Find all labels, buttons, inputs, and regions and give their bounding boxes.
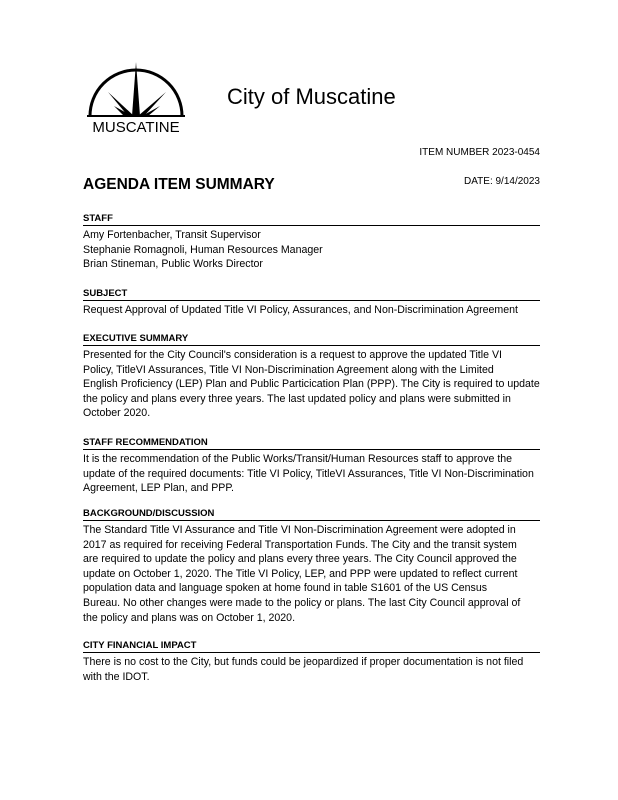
text-line: Agreement, LEP Plan, and PPP. [83, 482, 234, 495]
text-line: Request Approval of Updated Title VI Policy, Assurances, and Non-Discrimination Agreement [83, 304, 518, 316]
section-heading: STAFF [83, 213, 540, 226]
text-line: with the IDOT. [83, 670, 150, 683]
page-title: AGENDA ITEM SUMMARY [83, 176, 275, 193]
section-heading: EXECUTIVE SUMMARY [83, 333, 540, 346]
text-line: Policy, TitleVI Assurances, Title VI Non-Discrimination Agreement along with the Limited [83, 363, 494, 376]
text-line: Brian Stineman, Public Works Director [83, 258, 263, 271]
text-line: It is the recommendation of the Public Works/Transit/Human Resources staff to approve the [83, 453, 513, 465]
city-name: City of Muscatine [227, 84, 396, 109]
section-background [83, 508, 540, 625]
section-staff [83, 213, 540, 272]
text-line: Presented for the City Council's consideration is a request to approve the updated Title VI [83, 349, 502, 361]
text-line: There is no cost to the City, but funds could be jeopardized if proper documentation is not filed [83, 656, 524, 668]
section-financial-impact [83, 640, 540, 684]
city-logo [84, 62, 188, 134]
text-line: update of the required documents: Title VI Policy, TitleVI Assurances, Title VI Non-Discrimination [83, 467, 534, 480]
logo-text: MUSCATINE [92, 119, 180, 134]
text-line: October 2020. [83, 407, 151, 420]
section-executive-summary [83, 333, 540, 421]
section-heading: BACKGROUND/DISCUSSION [83, 508, 540, 521]
text-line: the policy and plans every three years. The last updated policy and plans were submitted in [83, 392, 511, 405]
section-heading: SUBJECT [83, 288, 540, 301]
text-line: English Proficiency (LEP) Plan and Public Particication Plan (PPP). The City is required to update [83, 378, 540, 391]
section-heading: CITY FINANCIAL IMPACT [83, 640, 540, 653]
text-line: update on October 1, 2020. The Title VI Policy, LEP, and PPP were updated to reflect current [83, 567, 518, 580]
text-line: Bureau. No other changes were made to the policy or plans. The last City Council approval of [83, 596, 521, 609]
item-number: ITEM NUMBER 2023-0454 [419, 147, 540, 158]
text-line: Stephanie Romagnoli, Human Resources Manager [83, 243, 323, 256]
text-line: Amy Fortenbacher, Transit Supervisor [83, 229, 261, 241]
section-heading: STAFF RECOMMENDATION [83, 437, 540, 450]
section-staff-recommendation [83, 437, 540, 496]
item-date: DATE: 9/14/2023 [464, 176, 540, 187]
section-subject [83, 288, 540, 318]
text-line: The Standard Title VI Assurance and Title VI Non-Discrimination Agreement were adopted in [83, 524, 516, 536]
text-line: 2017 as required for receiving Federal Transportation Funds. The City and the transit system [83, 538, 517, 551]
text-line: the policy and plans was on October 1, 2020. [83, 611, 296, 624]
text-line: are required to update the policy and plans every three years. The City Council approved the [83, 553, 517, 566]
text-line: population data and language spoken at home found in table S1601 of the US Census [83, 582, 488, 595]
